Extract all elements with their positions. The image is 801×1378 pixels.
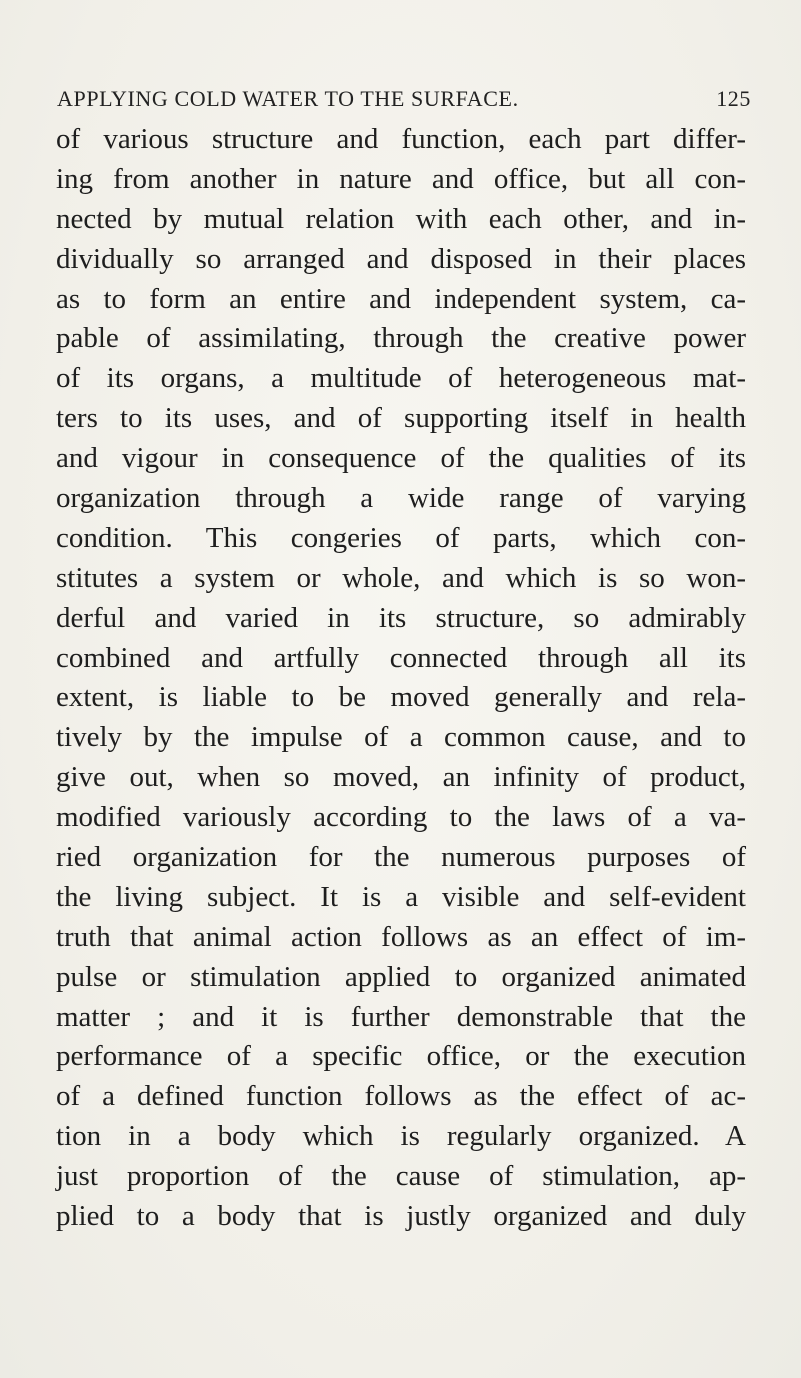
text-line: just proportion of the cause of stimulation, ap- [56, 1160, 746, 1193]
text-line: combined and artfully connected through all its [56, 641, 746, 674]
text-line: modified variously according to the laws of a va- [56, 801, 746, 834]
text-line: ters to its uses, and of supporting itself in health [56, 402, 746, 435]
text-line: derful and varied in its structure, so admirably [56, 601, 746, 634]
text-line: tion in a body which is regularly organized. A [56, 1120, 746, 1153]
text-line: pable of assimilating, through the creative power [56, 322, 746, 355]
text-line: the living subject. It is a visible and self-evident [56, 880, 746, 913]
text-line: and vigour in consequence of the qualities of its [56, 442, 746, 475]
text-line: nected by mutual relation with each other, and in- [56, 202, 746, 235]
body-text [56, 120, 746, 1237]
text-line: dividually so arranged and disposed in their places [56, 242, 746, 275]
text-line: performance of a specific office, or the execution [56, 1040, 746, 1073]
text-line: matter ; and it is further demonstrable that the [56, 1000, 746, 1033]
text-line: plied to a body that is justly organized and duly [56, 1200, 746, 1233]
text-line: ing from another in nature and office, but all con- [56, 162, 746, 195]
running-head [57, 86, 751, 116]
text-line: ried organization for the numerous purposes of [56, 841, 746, 874]
text-line: as to form an entire and independent system, ca- [56, 282, 746, 315]
text-line: of various structure and function, each part differ- [56, 123, 746, 155]
text-line: extent, is liable to be moved generally and rela- [56, 681, 746, 714]
text-line: give out, when so moved, an infinity of product, [56, 761, 746, 794]
text-line: organization through a wide range of varying [56, 482, 746, 515]
text-line: stitutes a system or whole, and which is so won- [56, 561, 746, 594]
text-line: truth that animal action follows as an effect of im- [56, 920, 746, 953]
text-line: of its organs, a multitude of heterogeneous mat- [56, 362, 746, 395]
running-head-title: APPLYING COLD WATER TO THE SURFACE. [57, 86, 519, 111]
text-line: pulse or stimulation applied to organized animated [56, 960, 746, 993]
text-line: tively by the impulse of a common cause, and to [56, 721, 746, 754]
text-line: condition. This congeries of parts, which con- [56, 521, 746, 554]
page-number: 125 [716, 86, 751, 111]
text-line: of a defined function follows as the effect of ac- [56, 1080, 746, 1113]
